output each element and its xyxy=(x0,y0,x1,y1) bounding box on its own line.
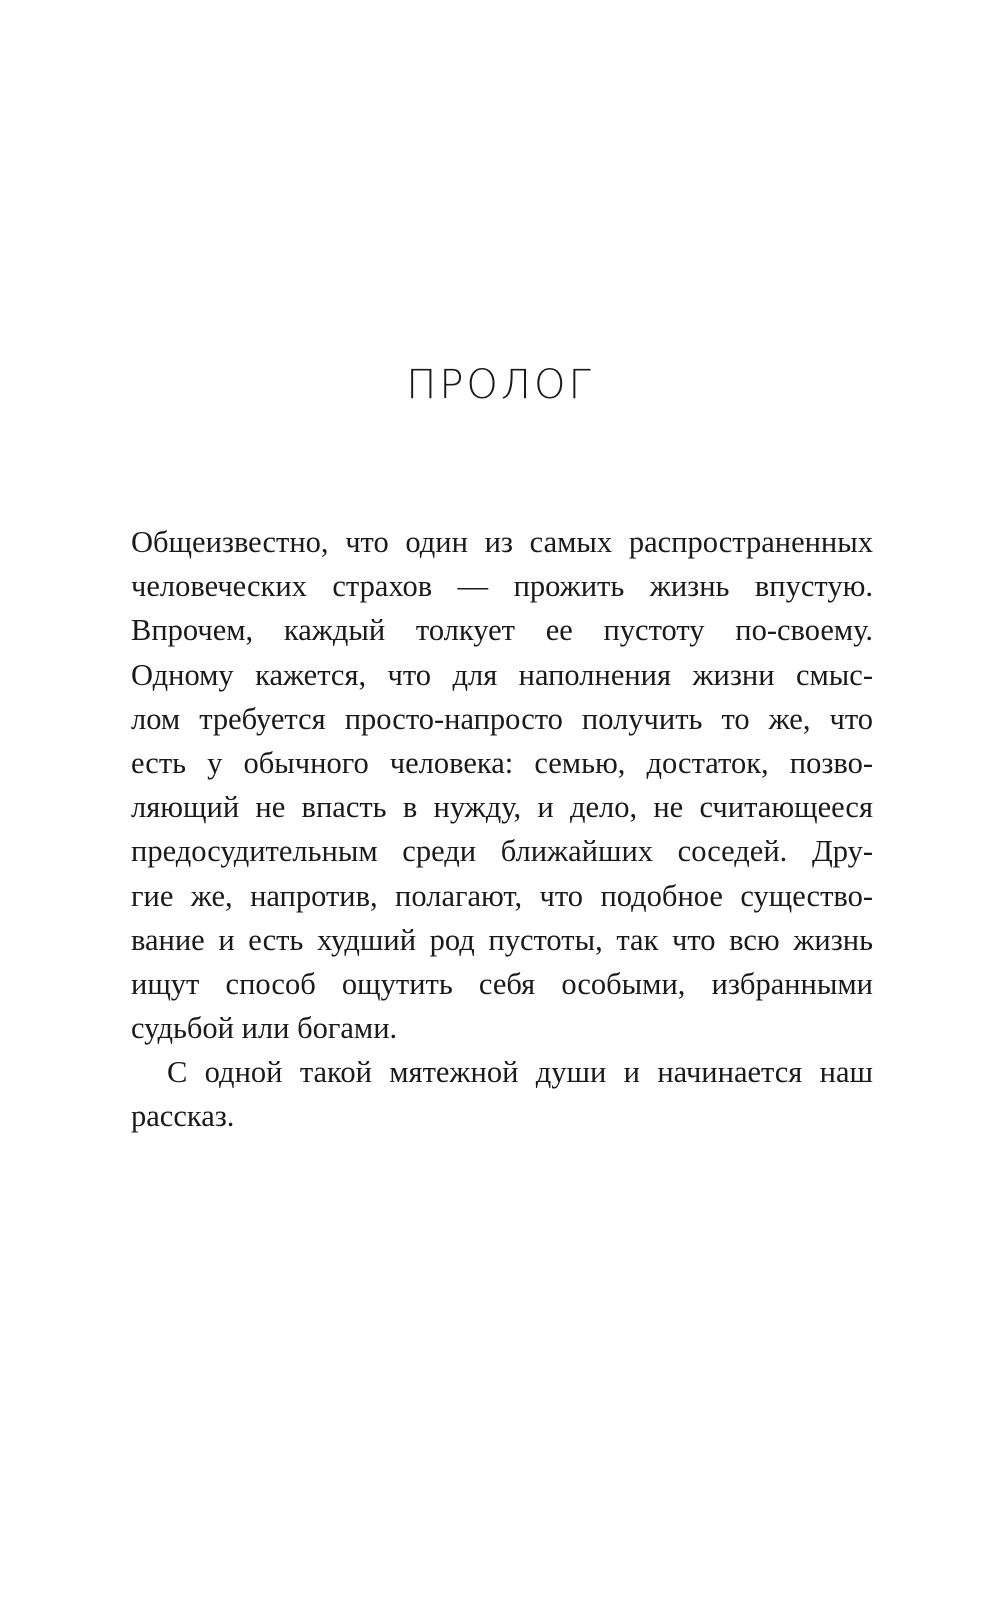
chapter-title: ПРОЛОГ xyxy=(406,362,594,408)
text-line: лом требуется просто-напросто получить то же, что xyxy=(131,701,873,736)
paragraph-2 xyxy=(131,1050,873,1138)
text-line: предосудительным среди ближайших соседей. Дру- xyxy=(131,834,873,869)
text-line: Общеизвестно, что один из самых распространенных xyxy=(131,525,873,559)
text-line: Одному кажется, что для наполнения жизни смыс- xyxy=(131,657,873,692)
text-line: Впрочем, каждый толкует ее пустоту по-своему. xyxy=(131,613,873,648)
body-text xyxy=(131,520,873,1139)
text-line: есть у обычного человека: семью, достаток, позво- xyxy=(131,745,873,780)
text-line: человеческих страхов — прожить жизнь впустую. xyxy=(131,569,873,604)
text-line: ищут способ ощутить себя особыми, избранными xyxy=(131,966,873,1001)
text-line: рассказ. xyxy=(131,1099,235,1134)
paragraph-1 xyxy=(131,520,873,1050)
text-line: судьбой или богами. xyxy=(131,1011,398,1046)
text-line: С одной такой мятежной души и начинается наш xyxy=(167,1055,873,1090)
text-line: ляющий не впасть в нужду, и дело, не считающееся xyxy=(131,790,873,825)
text-line: гие же, напротив, полагают, что подобное существо- xyxy=(131,878,873,913)
text-line: вание и есть худший род пустоты, так что всю жизнь xyxy=(131,922,873,957)
